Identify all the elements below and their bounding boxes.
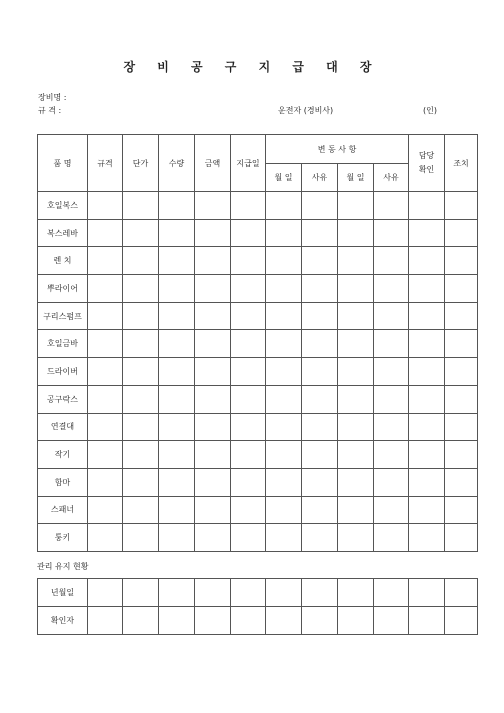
equipment-name-field: 장비명 :	[38, 93, 67, 102]
entry-cell[interactable]	[409, 302, 445, 330]
entry-cell[interactable]	[302, 496, 338, 524]
entry-cell[interactable]	[409, 607, 445, 635]
entry-cell[interactable]	[409, 413, 445, 441]
entry-cell[interactable]	[88, 330, 123, 358]
entry-cell[interactable]	[123, 275, 159, 303]
entry-cell[interactable]	[159, 579, 195, 607]
table-row	[38, 468, 478, 496]
entry-cell[interactable]	[231, 219, 266, 247]
header-month-day-2: 월 일	[338, 164, 374, 192]
entry-cell[interactable]	[266, 468, 302, 496]
driver-field: 운전자 (경비사)	[278, 106, 334, 115]
entry-cell[interactable]	[445, 275, 478, 303]
entry-cell[interactable]	[159, 192, 195, 220]
entry-cell[interactable]	[88, 192, 123, 220]
entry-cell[interactable]	[88, 302, 123, 330]
entry-cell[interactable]	[88, 358, 123, 386]
entry-cell[interactable]	[231, 468, 266, 496]
entry-cell[interactable]	[302, 247, 338, 275]
maintenance-row	[38, 607, 478, 635]
entry-cell[interactable]	[302, 275, 338, 303]
entry-cell[interactable]	[123, 607, 159, 635]
entry-cell[interactable]	[159, 385, 195, 413]
entry-cell[interactable]	[266, 441, 302, 469]
header-reason-2: 사유	[374, 164, 409, 192]
entry-cell[interactable]	[338, 385, 374, 413]
entry-cell[interactable]	[195, 496, 231, 524]
table-row-label: 함마	[38, 468, 88, 496]
entry-cell[interactable]	[445, 247, 478, 275]
entry-cell[interactable]	[195, 302, 231, 330]
entry-cell[interactable]	[123, 579, 159, 607]
entry-cell[interactable]	[266, 358, 302, 386]
entry-cell[interactable]	[195, 219, 231, 247]
table-row	[38, 247, 478, 275]
entry-cell[interactable]	[123, 302, 159, 330]
table-row	[38, 192, 478, 220]
entry-cell[interactable]	[195, 441, 231, 469]
entry-cell[interactable]	[445, 524, 478, 552]
table-row	[38, 358, 478, 386]
header-charge-line2: 확인	[418, 165, 435, 174]
table-row-label: 뿌라이어	[38, 275, 88, 303]
entry-cell[interactable]	[231, 496, 266, 524]
entry-cell[interactable]	[445, 302, 478, 330]
header-charge-line1: 담당	[418, 151, 435, 160]
entry-cell[interactable]	[123, 192, 159, 220]
entry-cell[interactable]	[445, 413, 478, 441]
entry-cell[interactable]	[445, 468, 478, 496]
document-title: 장 비 공 구 지 급 대 장	[123, 60, 381, 74]
entry-cell[interactable]	[409, 192, 445, 220]
table-row	[38, 441, 478, 469]
table-row	[38, 302, 478, 330]
entry-cell[interactable]	[409, 358, 445, 386]
entry-cell[interactable]	[338, 468, 374, 496]
entry-cell[interactable]	[338, 524, 374, 552]
entry-cell[interactable]	[302, 524, 338, 552]
entry-cell[interactable]	[302, 358, 338, 386]
issuance-table	[37, 134, 478, 552]
entry-cell[interactable]	[374, 192, 409, 220]
entry-cell[interactable]	[266, 607, 302, 635]
entry-cell[interactable]	[88, 468, 123, 496]
entry-cell[interactable]	[445, 441, 478, 469]
entry-cell[interactable]	[445, 358, 478, 386]
entry-cell[interactable]	[338, 579, 374, 607]
entry-cell[interactable]	[302, 330, 338, 358]
entry-cell[interactable]	[123, 524, 159, 552]
table-row	[38, 330, 478, 358]
entry-cell[interactable]	[302, 607, 338, 635]
entry-cell[interactable]	[338, 192, 374, 220]
header-charge-confirm	[409, 135, 445, 192]
entry-cell[interactable]	[302, 441, 338, 469]
entry-cell[interactable]	[195, 607, 231, 635]
entry-cell[interactable]	[266, 247, 302, 275]
entry-cell[interactable]	[88, 247, 123, 275]
entry-cell[interactable]	[195, 275, 231, 303]
maintenance-row-label: 확인자	[38, 607, 88, 635]
entry-cell[interactable]	[266, 579, 302, 607]
maintenance-row-label: 년월일	[38, 579, 88, 607]
table-row-label: 호일금바	[38, 330, 88, 358]
seal-mark: (인)	[423, 106, 437, 115]
table-row-label: 공구락스	[38, 385, 88, 413]
entry-cell[interactable]	[231, 385, 266, 413]
header-month-day-1: 월 일	[266, 164, 302, 192]
entry-cell[interactable]	[159, 468, 195, 496]
entry-cell[interactable]	[88, 579, 123, 607]
entry-cell[interactable]	[88, 607, 123, 635]
entry-cell[interactable]	[231, 579, 266, 607]
table-row-label: 연결대	[38, 413, 88, 441]
maintenance-label: 관리 유지 현황	[37, 562, 89, 571]
table-row	[38, 275, 478, 303]
entry-cell[interactable]	[231, 524, 266, 552]
entry-cell[interactable]	[195, 524, 231, 552]
entry-cell[interactable]	[231, 358, 266, 386]
entry-cell[interactable]	[374, 413, 409, 441]
entry-cell[interactable]	[195, 192, 231, 220]
table-row-label: 드라이버	[38, 358, 88, 386]
maintenance-row	[38, 579, 478, 607]
entry-cell[interactable]	[445, 330, 478, 358]
entry-cell[interactable]	[88, 441, 123, 469]
entry-cell[interactable]	[409, 275, 445, 303]
entry-cell[interactable]	[123, 358, 159, 386]
table-row	[38, 385, 478, 413]
entry-cell[interactable]	[159, 413, 195, 441]
entry-cell[interactable]	[266, 496, 302, 524]
entry-cell[interactable]	[374, 275, 409, 303]
entry-cell[interactable]	[409, 579, 445, 607]
entry-cell[interactable]	[88, 275, 123, 303]
entry-cell[interactable]	[88, 413, 123, 441]
entry-cell[interactable]	[338, 413, 374, 441]
table-row-label: 호일복스	[38, 192, 88, 220]
entry-cell[interactable]	[266, 330, 302, 358]
entry-cell[interactable]	[374, 247, 409, 275]
entry-cell[interactable]	[445, 219, 478, 247]
entry-cell[interactable]	[409, 524, 445, 552]
table-row	[38, 496, 478, 524]
entry-cell[interactable]	[231, 441, 266, 469]
entry-cell[interactable]	[88, 524, 123, 552]
entry-cell[interactable]	[374, 302, 409, 330]
entry-cell[interactable]	[302, 413, 338, 441]
entry-cell[interactable]	[374, 441, 409, 469]
entry-cell[interactable]	[123, 247, 159, 275]
entry-cell[interactable]	[266, 302, 302, 330]
entry-cell[interactable]	[445, 607, 478, 635]
entry-cell[interactable]	[195, 247, 231, 275]
entry-cell[interactable]	[195, 413, 231, 441]
entry-cell[interactable]	[123, 468, 159, 496]
entry-cell[interactable]	[445, 579, 478, 607]
entry-cell[interactable]	[338, 496, 374, 524]
header-spec: 규격	[88, 135, 123, 192]
entry-cell[interactable]	[338, 219, 374, 247]
entry-cell[interactable]	[123, 413, 159, 441]
entry-cell[interactable]	[338, 247, 374, 275]
entry-cell[interactable]	[374, 385, 409, 413]
header-unit-price: 단가	[123, 135, 159, 192]
entry-cell[interactable]	[302, 468, 338, 496]
entry-cell[interactable]	[231, 607, 266, 635]
entry-cell[interactable]	[338, 358, 374, 386]
entry-cell[interactable]	[88, 385, 123, 413]
entry-cell[interactable]	[338, 302, 374, 330]
entry-cell[interactable]	[409, 496, 445, 524]
entry-cell[interactable]	[159, 607, 195, 635]
entry-cell[interactable]	[159, 247, 195, 275]
table-row-label: 렌 치	[38, 247, 88, 275]
entry-cell[interactable]	[409, 468, 445, 496]
header-amount: 금액	[195, 135, 231, 192]
entry-cell[interactable]	[266, 219, 302, 247]
entry-cell[interactable]	[88, 219, 123, 247]
entry-cell[interactable]	[123, 219, 159, 247]
entry-cell[interactable]	[88, 496, 123, 524]
header-quantity: 수량	[159, 135, 195, 192]
entry-cell[interactable]	[409, 330, 445, 358]
entry-cell[interactable]	[123, 385, 159, 413]
table-row-label: 작기	[38, 441, 88, 469]
entry-cell[interactable]	[159, 330, 195, 358]
entry-cell[interactable]	[231, 330, 266, 358]
entry-cell[interactable]	[195, 579, 231, 607]
maintenance-table	[37, 578, 478, 635]
entry-cell[interactable]	[338, 275, 374, 303]
entry-cell[interactable]	[195, 385, 231, 413]
entry-cell[interactable]	[409, 385, 445, 413]
entry-cell[interactable]	[231, 302, 266, 330]
entry-cell[interactable]	[445, 385, 478, 413]
entry-cell[interactable]	[123, 496, 159, 524]
entry-cell[interactable]	[302, 579, 338, 607]
entry-cell[interactable]	[266, 385, 302, 413]
entry-cell[interactable]	[445, 496, 478, 524]
entry-cell[interactable]	[159, 302, 195, 330]
table-row	[38, 413, 478, 441]
entry-cell[interactable]	[302, 219, 338, 247]
entry-cell[interactable]	[231, 413, 266, 441]
entry-cell[interactable]	[374, 358, 409, 386]
entry-cell[interactable]	[231, 247, 266, 275]
entry-cell[interactable]	[302, 385, 338, 413]
entry-cell[interactable]	[409, 219, 445, 247]
entry-cell[interactable]	[123, 441, 159, 469]
entry-cell[interactable]	[445, 192, 478, 220]
header-item: 품 명	[38, 135, 88, 192]
entry-cell[interactable]	[159, 441, 195, 469]
entry-cell[interactable]	[409, 247, 445, 275]
entry-cell[interactable]	[374, 468, 409, 496]
header-action: 조치	[445, 135, 478, 192]
header-issue-date: 지급일	[231, 135, 266, 192]
entry-cell[interactable]	[409, 441, 445, 469]
entry-cell[interactable]	[159, 219, 195, 247]
header-reason-1: 사유	[302, 164, 338, 192]
entry-cell[interactable]	[195, 468, 231, 496]
entry-cell[interactable]	[266, 192, 302, 220]
entry-cell[interactable]	[338, 607, 374, 635]
entry-cell[interactable]	[159, 524, 195, 552]
entry-cell[interactable]	[159, 358, 195, 386]
table-row-label: 구리스펌프	[38, 302, 88, 330]
entry-cell[interactable]	[302, 192, 338, 220]
entry-cell[interactable]	[374, 330, 409, 358]
entry-cell[interactable]	[374, 524, 409, 552]
table-row	[38, 219, 478, 247]
entry-cell[interactable]	[266, 275, 302, 303]
entry-cell[interactable]	[374, 579, 409, 607]
entry-cell[interactable]	[195, 330, 231, 358]
entry-cell[interactable]	[195, 358, 231, 386]
entry-cell[interactable]	[302, 302, 338, 330]
entry-cell[interactable]	[159, 496, 195, 524]
entry-cell[interactable]	[266, 413, 302, 441]
entry-cell[interactable]	[231, 275, 266, 303]
entry-cell[interactable]	[374, 219, 409, 247]
table-row-label: 퉁키	[38, 524, 88, 552]
entry-cell[interactable]	[159, 275, 195, 303]
entry-cell[interactable]	[374, 607, 409, 635]
table-row	[38, 524, 478, 552]
entry-cell[interactable]	[338, 330, 374, 358]
table-row-label: 복스레바	[38, 219, 88, 247]
header-change-group: 변 동 사 항	[266, 135, 409, 164]
entry-cell[interactable]	[231, 192, 266, 220]
entry-cell[interactable]	[266, 524, 302, 552]
entry-cell[interactable]	[123, 330, 159, 358]
entry-cell[interactable]	[374, 496, 409, 524]
spec-field: 규 격 :	[38, 106, 62, 115]
table-row-label: 스패너	[38, 496, 88, 524]
entry-cell[interactable]	[338, 441, 374, 469]
